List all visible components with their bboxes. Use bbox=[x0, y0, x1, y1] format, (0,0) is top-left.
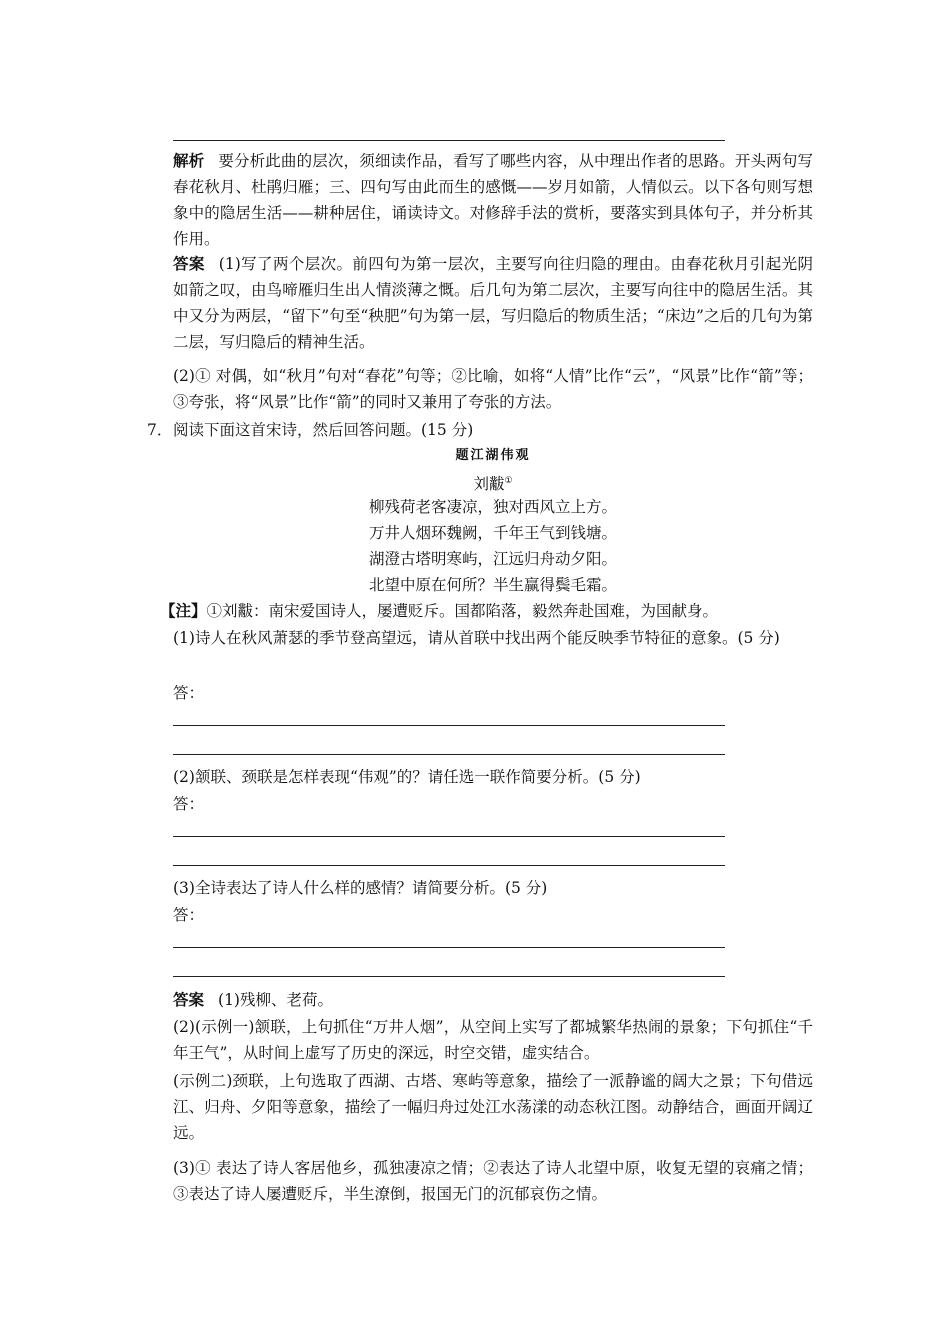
answer-prompt: 答： bbox=[173, 795, 205, 813]
analysis-label: 解析 bbox=[173, 151, 205, 170]
answer7-a3: (3)① 表达了诗人客居他乡，孤独凄凉之情；②表达了诗人北望中原，收复无望的哀痛之情；③表达了诗人屡遭贬斥，半生潦倒，报国无门的沉郁哀伤之情。 bbox=[173, 1159, 813, 1203]
poem-title: 题江湖伟观 bbox=[455, 448, 531, 463]
poem-line: 湖澄古塔明寒屿，江远归舟动夕阳。 bbox=[368, 550, 617, 568]
answer6-part2: (2)① 对偶，如“秋月”句对“春花”句等；②比喻，如将“人情”比作“云”，“风景”比作“箭”等；③夸张，将“风景”比作“箭”的同时又兼用了夸张的方法。 bbox=[173, 367, 813, 411]
answer-prompt: 答： bbox=[173, 906, 205, 924]
answer-line[interactable] bbox=[173, 836, 725, 837]
footnote-mark: ① bbox=[504, 476, 513, 486]
answer-prompt: 答： bbox=[173, 684, 205, 702]
answer6-part1: 答案 (1)写了两个层次。前四句为第一层次，主要写向往归隐的理由。由春花秋月引起光阴如箭之叹，由鸟啼雁归生出人情淡薄之慨。后几句为第二层次，主要写向往中的隐居生活。其中又分为两层，“留下”句至“秧肥”句为第一层，写归隐后的物质生活；“床边”之后的几句为第二层，写归隐后的精神生活。 bbox=[173, 254, 813, 351]
analysis-paragraph bbox=[173, 148, 813, 252]
poem-author: 刘黻① bbox=[473, 475, 513, 494]
analysis-text: 要分析此曲的层次，须细读作品，看写了哪些内容，从中理出作者的思路。开头两句写春花秋月、杜鹃归雁；三、四句写由此而生的感慨——岁月如箭，人情似云。以下各句则写想象中的隐居生活——耕种居住，诵读诗文。对修辞手法的赏析，要落实到具体句子，并分析其作用。 bbox=[173, 152, 813, 248]
poem-note: 【注】①刘黻：南宋爱国诗人，屡遭贬斥。国都陷落，毅然奔赴国难，为国献身。 bbox=[160, 601, 719, 620]
answer7-a2-example2: (示例二)颈联，上句选取了西湖、古塔、寒屿等意象，描绘了一派静谧的阔大之景；下句借远江、归舟、夕阳等意象，描绘了一幅归舟过处江水荡漾的动态秋江图。动静结合，画面开阔辽远。 bbox=[173, 1072, 813, 1142]
answer-line[interactable] bbox=[173, 725, 725, 726]
answer7-a1: 答案 (1)残柳、老荷。 bbox=[173, 990, 333, 1009]
poem-line: 万井人烟环魏阙，千年王气到钱塘。 bbox=[368, 524, 617, 542]
sub-question-2: (2)颔联、颈联是怎样表现“伟观”的？请任选一联作简要分析。(5 分) bbox=[173, 768, 641, 786]
sub-question-3: (3)全诗表达了诗人什么样的感情？请简要分析。(5 分) bbox=[173, 879, 548, 897]
answer-label: 答案 bbox=[173, 254, 205, 273]
poem-line: 柳残荷老客凄凉，独对西风立上方。 bbox=[368, 498, 617, 516]
answer-line[interactable] bbox=[173, 976, 725, 977]
answer-line[interactable] bbox=[173, 865, 725, 866]
note-label: 【注】 bbox=[160, 601, 207, 620]
answer-line[interactable] bbox=[173, 947, 725, 948]
answer-line[interactable] bbox=[173, 754, 725, 755]
answer-label: 答案 bbox=[173, 990, 205, 1009]
question-prompt: 阅读下面这首宋诗，然后回答问题。(15 分) bbox=[173, 421, 474, 439]
answer-line bbox=[173, 140, 725, 141]
sub-question-1: (1)诗人在秋风萧瑟的季节登高望远，请从首联中找出两个能反映季节特征的意象。(5 分) bbox=[173, 629, 780, 647]
answer7-a2-example1: (2)(示例一)颔联，上句抓住“万井人烟”，从空间上实写了都城繁华热闹的景象；下句抓住“千年王气”，从时间上虚写了历史的深远，时空交错，虚实结合。 bbox=[173, 1018, 813, 1062]
question-number: 7． bbox=[147, 421, 173, 439]
poem-line: 北望中原在何所？半生赢得鬓毛霜。 bbox=[368, 576, 617, 594]
